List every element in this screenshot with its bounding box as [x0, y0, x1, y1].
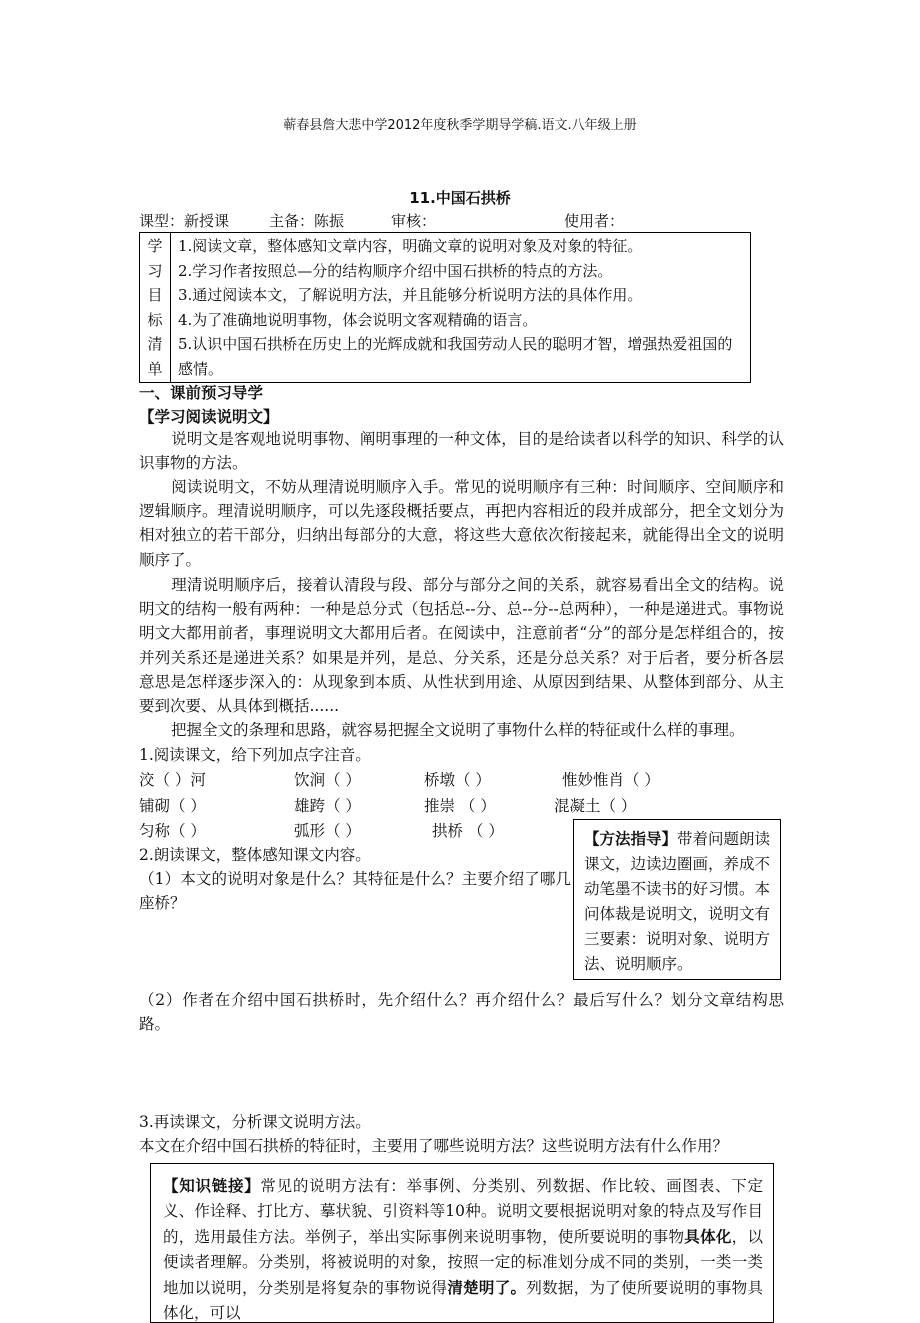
- paragraph-intro: 说明文是客观地说明事物、阐明事理的一种文体，目的是给读者以科学的知识、科学的认识事物的方法。: [139, 430, 784, 473]
- lesson-title: 11.中国石拱桥: [409, 189, 511, 207]
- pinyin-item[interactable]: 混凝土（ ）: [554, 797, 637, 815]
- pinyin-row: [139, 794, 759, 816]
- section-subheading: 【学习阅读说明文】: [139, 407, 279, 426]
- paragraph-order: 阅读说明文，不妨从理清说明顺序入手。常见的说明顺序有三种：时间顺序、空间顺序和逻辑顺序。理清说明顺序，可以先逐段概括要点，再把内容相近的段并成部分，把全文划分为相对独立的若干部分，归纳出每部分的大意，将这些大意依次衔接起来，就能得出全文的说明顺序了。: [139, 478, 784, 569]
- goal-item: 3.通过阅读本文，了解说明方法，并且能够分析说明方法的具体作用。: [178, 286, 643, 304]
- section-heading: 一、课前预习导学: [139, 383, 264, 402]
- learning-goals-table: [139, 232, 751, 383]
- question-3-text: 本文在介绍中国石拱桥的特征时，主要用了哪些说明方法？这些说明方法有什么作用？: [139, 1137, 729, 1155]
- knowledge-emphasis: 具体化: [684, 1227, 732, 1246]
- knowledge-text: 列数据，为了使所要说明的事物具体化，可以: [163, 1279, 763, 1322]
- knowledge-link-box: [150, 1163, 774, 1323]
- goal-item: 1.阅读文章，整体感知文章内容，明确文章的说明对象及对象的特征。: [178, 237, 643, 255]
- reviewer: 审核：: [391, 212, 437, 230]
- goals-label-char: 标: [147, 310, 163, 329]
- method-guide-text: 带着问题朗读课文，边读边圈画，养成不动笔墨不读书的好习惯。本问体裁是说明文，说明文有三要素：说明对象、说明方法、说明顺序。: [584, 830, 771, 973]
- pinyin-row: [139, 768, 759, 790]
- method-guide-box: [573, 819, 781, 980]
- document-header: 蕲春县詹大悲中学2012年度秋季学期导学稿.语文.八年级上册: [283, 118, 637, 133]
- question-2-2: （2）作者在介绍中国石拱桥时，先介绍什么？再介绍什么？最后写什么？划分文章结构思路。: [139, 991, 784, 1034]
- pinyin-item[interactable]: 推崇 （ ）: [424, 797, 496, 815]
- knowledge-link-label: 【知识链接】: [163, 1176, 261, 1195]
- goal-item: 2.学习作者按照总—分的结构顺序介绍中国石拱桥的特点的方法。: [178, 261, 613, 280]
- goals-label-char: 习: [147, 261, 163, 280]
- pinyin-item[interactable]: 铺砌（ ）: [139, 797, 206, 815]
- pinyin-row: [139, 819, 559, 841]
- paragraph-structure: 理清说明顺序后，接着认清段与段、部分与部分之间的关系，就容易看出全文的结构。说明文的结构一般有两种：一种是总分式（包括总--分、总--分--总两种），一种是递进式。事物说明文大都用前者，事理说明文大都用后者。在阅读中，注意前者“分”的部分是怎样组合的，按并列关系还是递进关系？如果是并列，是总、分关系，还是分总关系？对于后者，要分析各层意思是怎样逐步深入的：从现象到本质、从性状到用途、从原因到结果、从整体到部分、从主要到次要、从具体到概括......: [139, 576, 784, 716]
- pinyin-item[interactable]: 饮涧（ ）: [294, 771, 361, 789]
- goals-label-char: 单: [147, 359, 163, 378]
- question-2: 2.朗读课文，整体感知课文内容。: [139, 846, 371, 864]
- question-3: 3.再读课文，分析课文说明方法。: [139, 1113, 371, 1131]
- pinyin-item[interactable]: 桥墩（ ）: [424, 771, 491, 789]
- goal-item: 5.认识中国石拱桥在历史上的光辉成就和我国劳动人民的聪明才智，增强热爱祖国的感情。: [178, 335, 733, 378]
- knowledge-text: ，以便读者理解。分类别，将被说明的对象，按照一定的标准划分成不同的类别，一类一类地加以说明，分类别是将复杂的事物说得: [163, 1228, 763, 1297]
- pinyin-item[interactable]: 匀称（ ）: [139, 822, 206, 840]
- goals-label-char: 目: [147, 286, 163, 304]
- goals-label: [140, 233, 171, 383]
- lead-teacher: 主备：陈振: [269, 212, 345, 230]
- paragraph-summary: 把握全文的条理和思路，就容易把握全文说明了事物什么样的特征或什么样的事理。: [171, 721, 745, 739]
- goal-item: 4.为了准确地说明事物，体会说明文客观精确的语言。: [178, 310, 538, 329]
- pinyin-item[interactable]: 弧形（ ）: [294, 822, 361, 840]
- goals-list: [171, 233, 751, 383]
- pinyin-item[interactable]: 惟妙惟肖（ ）: [562, 771, 660, 789]
- knowledge-emphasis: 清楚明了。: [447, 1278, 527, 1297]
- question-1: 1.阅读课文，给下列加点字注音。: [139, 746, 371, 764]
- goals-label-char: 清: [147, 335, 163, 353]
- question-2-1: （1）本文的说明对象是什么？其特征是什么？主要介绍了哪几座桥？: [139, 870, 571, 913]
- goals-label-char: 学: [147, 237, 163, 255]
- pinyin-item[interactable]: 拱桥 （ ）: [432, 822, 504, 840]
- user: 使用者：: [564, 212, 625, 230]
- pinyin-item[interactable]: 洨（ ）河: [139, 771, 206, 789]
- method-guide-label: 【方法指导】: [584, 829, 678, 848]
- lesson-type: 课型：新授课: [139, 212, 230, 230]
- pinyin-item[interactable]: 雄跨（ ）: [294, 797, 361, 815]
- knowledge-text: 常见的说明方法有：举事例、分类别、列数据、作比较、画图表、下定义、作诠释、打比方、摹状貌、引资料等10种。说明文要根据说明对象的特点及写作目的，选用最佳方法。举例子，举出实际事例来说明事物，使所要说明的事物: [163, 1177, 763, 1246]
